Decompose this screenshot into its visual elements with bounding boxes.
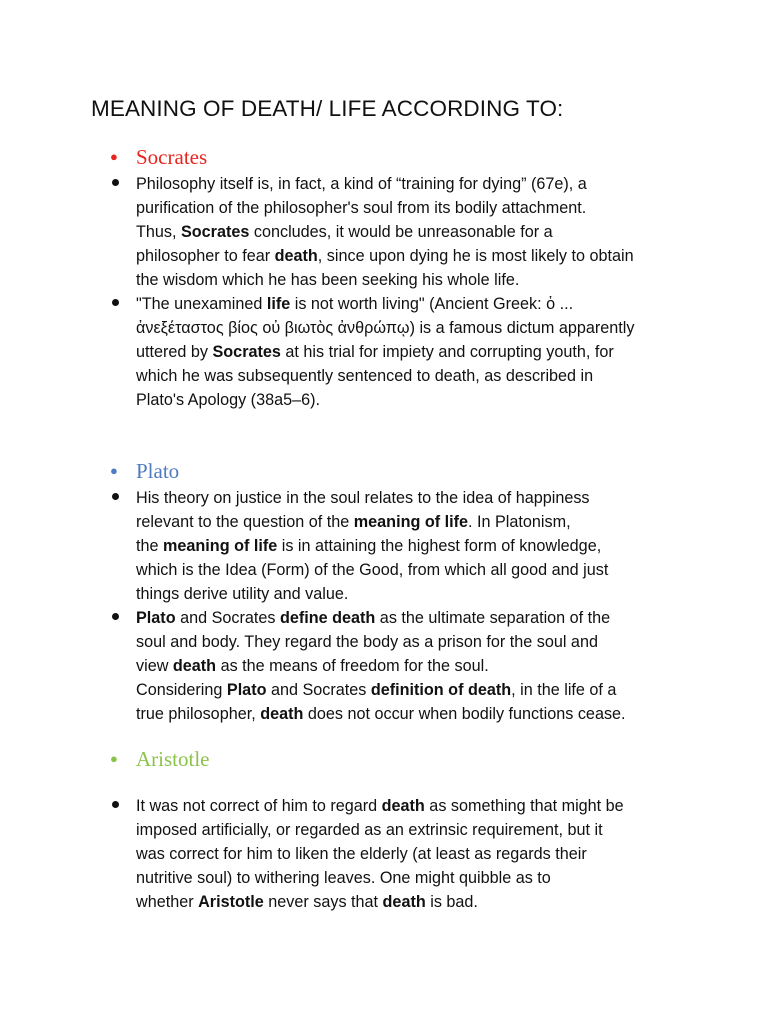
- section-heading-plato: [110, 459, 179, 484]
- bold-text: definition of death: [370, 681, 512, 699]
- section-heading-label: Aristotle: [136, 747, 210, 771]
- text-run: does not occur when bodily functions cease.: [303, 705, 626, 723]
- bold-text: death: [381, 797, 425, 815]
- text-run: Considering: [136, 681, 227, 699]
- text-run: the: [136, 537, 164, 555]
- bold-text: Socrates: [180, 223, 250, 241]
- text-run: concludes, it would be unreasonable for a: [249, 223, 553, 241]
- text-run: purification of the philosopher's soul from its bodily attachment.: [136, 199, 587, 217]
- text-run: is not worth living" (Ancient Greek: ὁ ...: [290, 295, 574, 313]
- bold-text: Aristotle: [198, 893, 264, 911]
- text-run: His theory on justice in the soul relates to the idea of happiness: [136, 489, 590, 507]
- text-run: , in the life of a: [511, 681, 617, 699]
- bold-text: define death: [279, 609, 376, 627]
- bold-text: death: [172, 657, 217, 675]
- bold-text: death: [382, 893, 426, 911]
- text-run: things derive utility and value.: [136, 585, 349, 603]
- bold-text: life: [266, 295, 291, 313]
- text-run: imposed artificially, or regarded as an extrinsic requirement, but it: [136, 821, 603, 839]
- bold-text: death: [274, 247, 318, 265]
- bullet-dot: [112, 801, 119, 808]
- list-item-text: [136, 292, 712, 412]
- list-item: [112, 172, 712, 292]
- bold-text: death: [260, 705, 304, 723]
- section-heading-label: Socrates: [136, 145, 208, 169]
- text-run: . In Platonism,: [468, 513, 571, 531]
- bullet-dot: [112, 179, 119, 186]
- text-run: which he was subsequently sentenced to death, as described in: [136, 367, 594, 385]
- section-heading-aristotle: [110, 747, 210, 772]
- bold-text: meaning of life: [163, 537, 278, 555]
- text-run: as something that might be: [424, 797, 624, 815]
- heading-bullet: ●: [110, 149, 118, 164]
- heading-bullet: ●: [110, 751, 118, 766]
- text-run: Philosophy itself is, in fact, a kind of “training for dying” (67e), a: [136, 175, 587, 193]
- text-run: Plato's Apology (38a5–6).: [136, 391, 320, 409]
- bold-text: meaning of life: [353, 513, 469, 531]
- list-item-text: [136, 606, 712, 726]
- text-run: whether: [136, 893, 199, 911]
- bullet-dot: [112, 613, 119, 620]
- section-heading-label: Plato: [136, 459, 180, 483]
- text-run: is bad.: [425, 893, 478, 911]
- text-run: and Socrates: [175, 609, 280, 627]
- text-run: nutritive soul) to withering leaves. One might quibble as to: [136, 869, 551, 887]
- text-run: was correct for him to liken the elderly (at least as regards their: [136, 845, 587, 863]
- text-run: soul and body. They regard the body as a prison for the soul and: [136, 633, 598, 651]
- text-run: uttered by: [136, 343, 213, 361]
- text-run: at his trial for impiety and corrupting youth, for: [280, 343, 614, 361]
- text-run: "The unexamined: [136, 295, 267, 313]
- bullet-dot: [112, 493, 119, 500]
- text-run: the wisdom which he has been seeking his whole life.: [136, 271, 520, 289]
- bold-text: Plato: [226, 681, 267, 699]
- heading-bullet: ●: [110, 463, 118, 478]
- bullet-dot: [112, 299, 119, 306]
- list-item-text: [136, 794, 712, 914]
- text-run: ἀνεξέταστος βίος οὐ βιωτὸς ἀνθρώπῳ) is a famous dictum apparently: [136, 319, 635, 337]
- page-title: MEANING OF DEATH/ LIFE ACCORDING TO:: [91, 96, 564, 121]
- list-item: [112, 486, 712, 606]
- text-run: It was not correct of him to regard: [136, 797, 382, 815]
- bold-text: Plato: [136, 609, 176, 627]
- text-run: which is the Idea (Form) of the Good, from which all good and just: [136, 561, 609, 579]
- text-run: philosopher to fear: [136, 247, 275, 265]
- list-item-text: [136, 172, 712, 292]
- section-heading-socrates: [110, 145, 207, 170]
- text-run: relevant to the question of the: [136, 513, 354, 531]
- text-run: and Socrates: [266, 681, 371, 699]
- list-item: [112, 292, 712, 412]
- text-run: true philosopher,: [136, 705, 261, 723]
- text-run: is in attaining the highest form of knowledge,: [277, 537, 602, 555]
- list-item: [112, 794, 712, 914]
- text-run: never says that: [263, 893, 383, 911]
- list-item: [112, 606, 712, 726]
- bold-text: Socrates: [212, 343, 281, 361]
- text-run: as the ultimate separation of the: [375, 609, 611, 627]
- list-item-text: [136, 486, 712, 606]
- text-run: , since upon dying he is most likely to obtain: [317, 247, 634, 265]
- text-run: as the means of freedom for the soul.: [216, 657, 489, 675]
- text-run: Thus,: [136, 223, 181, 241]
- text-run: view: [136, 657, 173, 675]
